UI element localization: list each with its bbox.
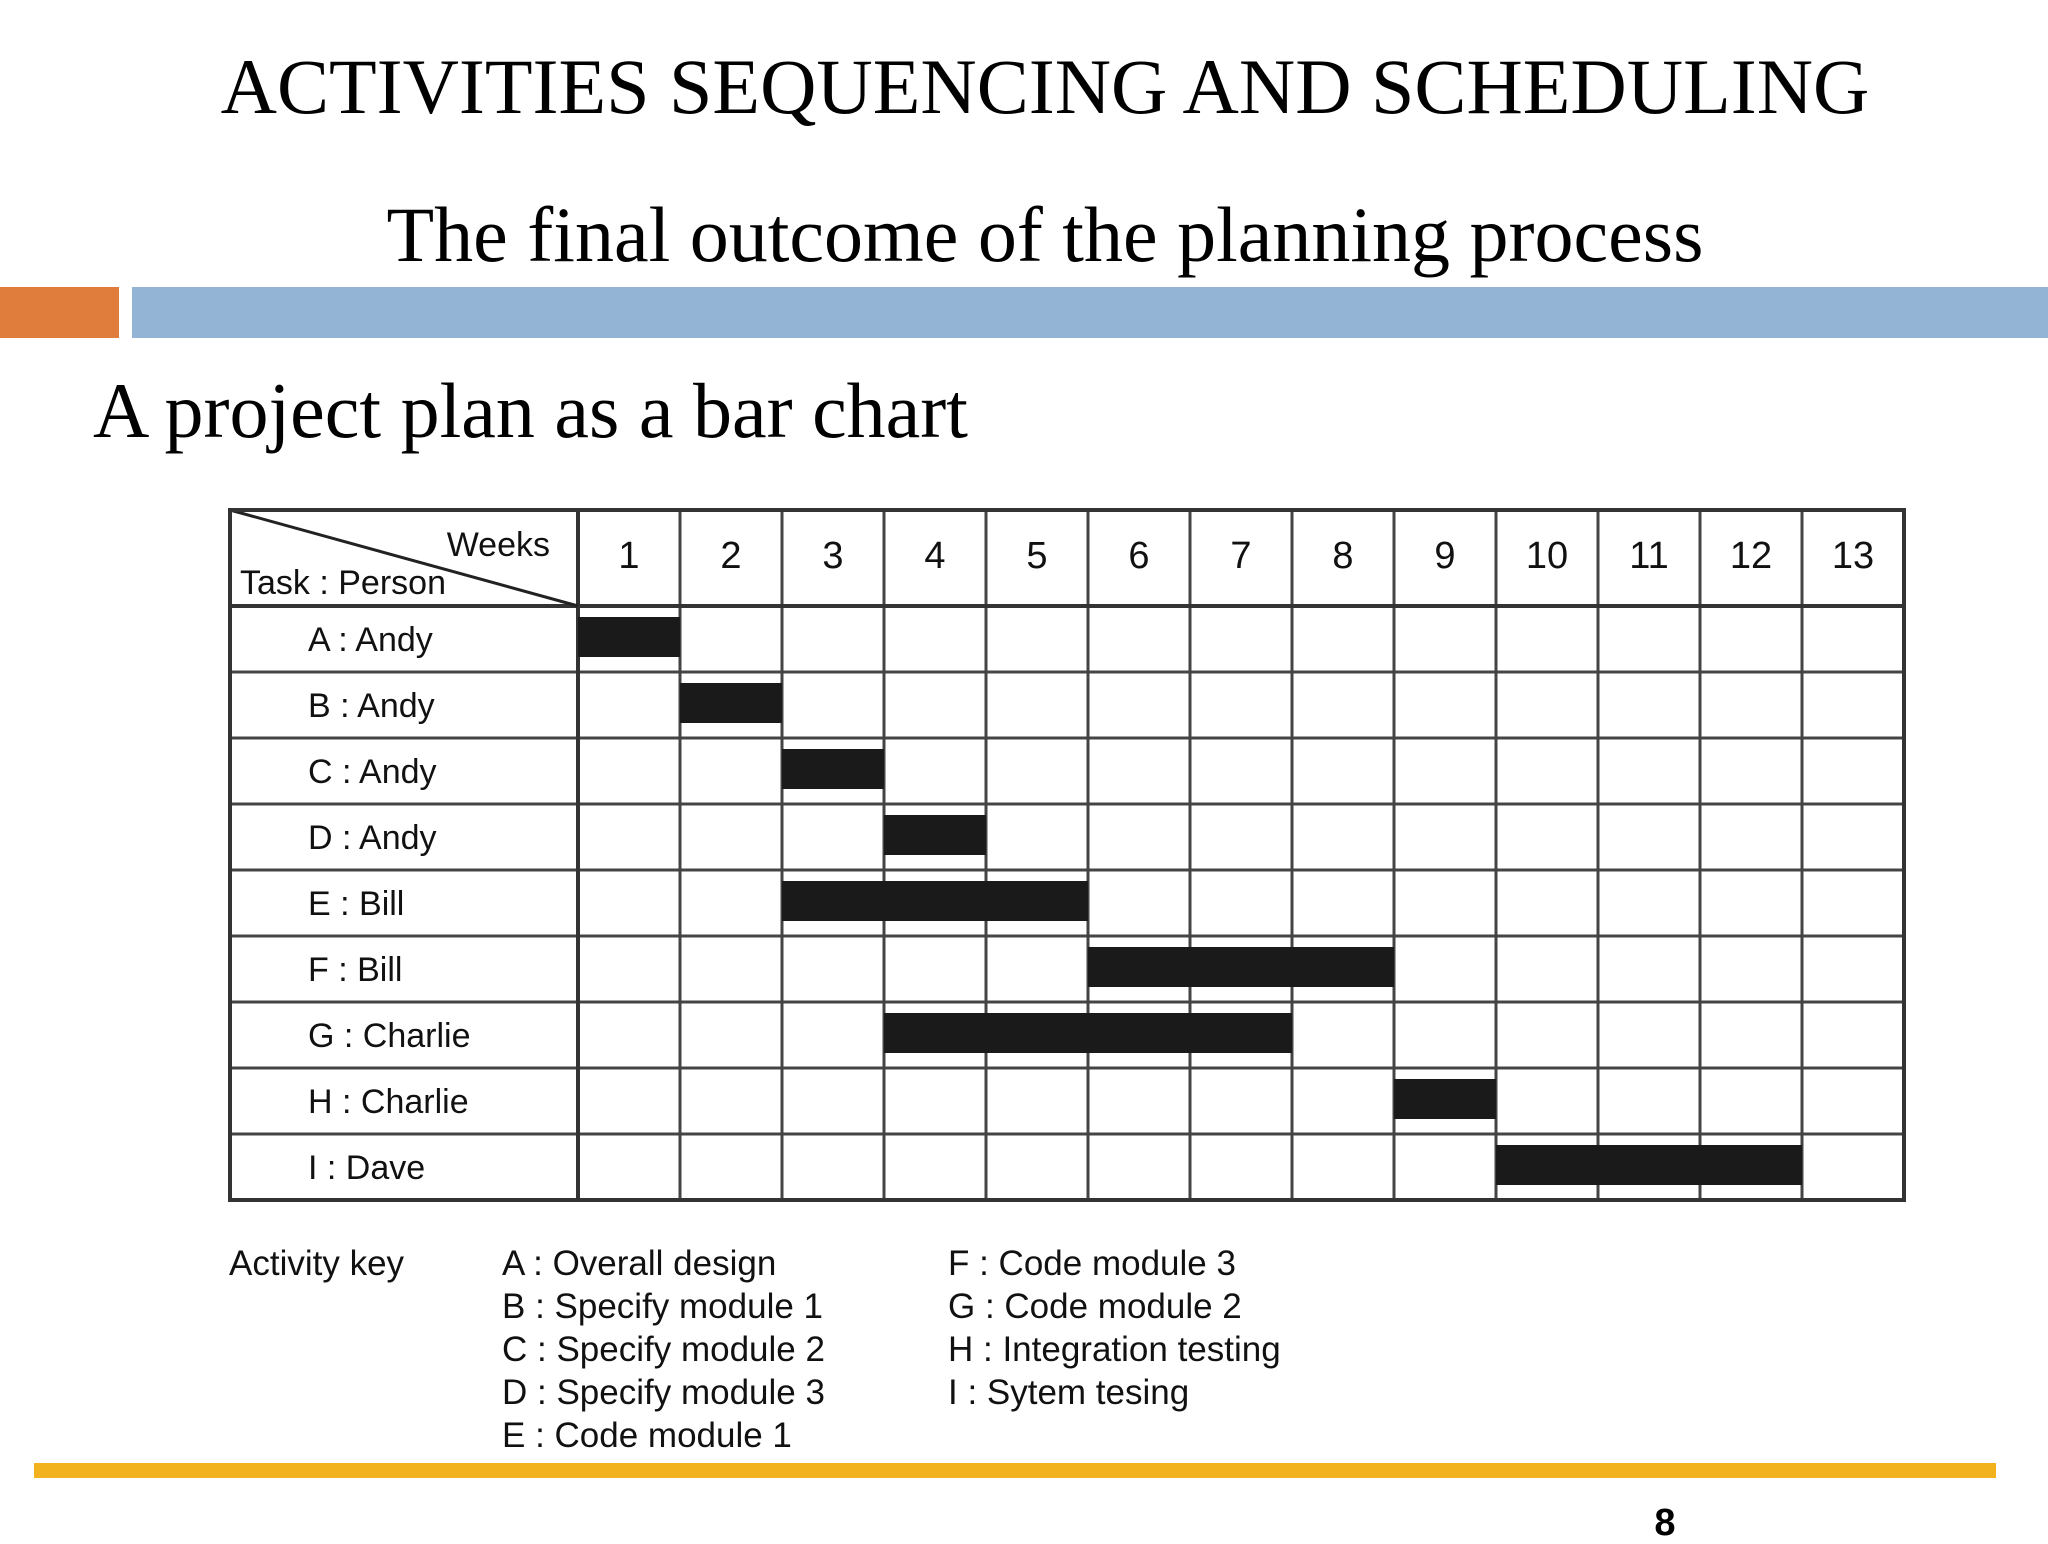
activity-key-item: G : Code module 2 (948, 1287, 1242, 1326)
chart-border (230, 510, 1904, 1200)
task-bar (1496, 1145, 1802, 1185)
activity-key-item: B : Specify module 1 (502, 1287, 823, 1326)
task-bar (782, 749, 884, 789)
activity-key-title: Activity key (229, 1244, 405, 1283)
week-tick-label: 5 (1026, 535, 1048, 577)
week-tick-label: 13 (1831, 535, 1875, 577)
activity-key-item: A : Overall design (502, 1244, 777, 1283)
activity-key-item: E : Code module 1 (502, 1416, 792, 1455)
task-bar (680, 683, 782, 723)
week-tick-label: 8 (1332, 535, 1354, 577)
task-label: E : Bill (308, 885, 405, 923)
activity-key-item: D : Specify module 3 (502, 1373, 825, 1412)
task-bar (884, 815, 986, 855)
slide-title: ACTIVITIES SEQUENCING AND SCHEDULING (220, 43, 1870, 130)
activity-key-item: H : Integration testing (948, 1330, 1281, 1369)
task-bar (1394, 1079, 1496, 1119)
activity-key-item: I : Sytem tesing (948, 1373, 1190, 1412)
task-label: C : Andy (308, 753, 437, 791)
task-label: D : Andy (308, 819, 437, 857)
week-tick-label: 2 (720, 535, 742, 577)
section-heading: A project plan as a bar chart (93, 367, 968, 454)
activity-key-column-2 (948, 1242, 1281, 1414)
task-label: I : Dave (308, 1149, 426, 1187)
week-tick-label: 1 (618, 535, 640, 577)
week-tick-label: 6 (1128, 535, 1150, 577)
week-tick-label: 9 (1434, 535, 1456, 577)
week-tick-label: 12 (1729, 535, 1773, 577)
header-weeks-label: Weeks (446, 526, 550, 564)
week-tick-label: 3 (822, 535, 844, 577)
week-tick-label: 7 (1230, 535, 1252, 577)
footer-line (34, 1463, 1996, 1478)
task-label: A : Andy (308, 621, 433, 659)
task-label: B : Andy (308, 687, 435, 725)
week-tick-label: 10 (1525, 535, 1569, 577)
activity-key-item: F : Code module 3 (948, 1244, 1236, 1283)
activity-key-item: C : Specify module 2 (502, 1330, 825, 1369)
task-bar (578, 617, 680, 657)
task-label: G : Charlie (308, 1017, 471, 1055)
task-label: F : Bill (308, 951, 403, 989)
week-tick-label: 4 (924, 535, 946, 577)
header-task-label: Task : Person (240, 564, 446, 602)
task-bar (884, 1013, 1292, 1053)
page-number: 8 (1654, 1502, 1676, 1544)
slide-subtitle: The final outcome of the planning process (386, 191, 1704, 278)
activity-key-column-1 (502, 1242, 825, 1457)
task-label: H : Charlie (308, 1083, 469, 1121)
task-bar (1088, 947, 1394, 987)
week-tick-label: 11 (1629, 535, 1669, 577)
task-bar (782, 881, 1088, 921)
